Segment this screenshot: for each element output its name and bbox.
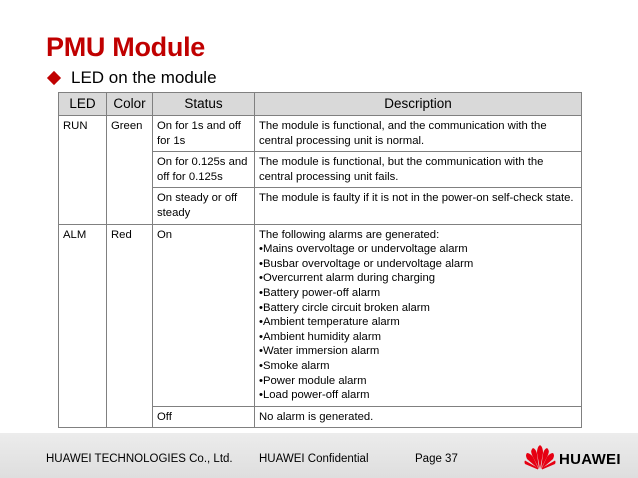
alarm-list-item [259,374,577,389]
description-cell: The module is functional, but the communication with the central processing unit fails. [255,152,582,188]
table-row [59,224,582,406]
status-cell: On for 1s and off for 1s [153,116,255,152]
alarm-text: Mains overvoltage or undervoltage alarm [262,243,468,256]
footer-company: HUAWEI TECHNOLOGIES Co., Ltd. [46,453,233,465]
table-row [59,116,582,152]
alarm-intro: The following alarms are generated: [259,228,440,241]
alarm-list-item [259,271,577,286]
table-header-row [59,93,582,116]
color-cell: Red [107,224,153,428]
slide-title: PMU Module [46,32,205,62]
bullet-dot-icon: • [259,301,263,314]
description-cell: No alarm is generated. [255,406,582,428]
alarm-list [259,242,577,403]
bullet-dot-icon: • [259,330,263,343]
huawei-flower-logo-icon [524,444,556,470]
diamond-bullet-icon [47,71,61,85]
alarm-list-item [259,286,577,301]
header-led: LED [59,93,107,116]
description-cell [255,224,582,406]
bullet-dot-icon: • [259,286,263,299]
bullet-dot-icon: • [259,316,263,329]
alarm-text: Battery power-off alarm [262,286,381,299]
status-cell: Off [153,406,255,428]
bullet-text: LED on the module [71,68,217,87]
alarm-list-item [259,388,577,403]
bullet-dot-icon: • [259,345,263,358]
alarm-text: Smoke alarm [262,359,330,372]
color-cell: Green [107,116,153,225]
alarm-list-item [259,359,577,374]
bullet-item [46,68,217,88]
led-cell: RUN [59,116,107,225]
alarm-text: Ambient humidity alarm [262,330,382,343]
alarm-text: Busbar overvoltage or undervoltage alarm [262,257,474,270]
status-cell: On for 0.125s and off for 0.125s [153,152,255,188]
bullet-dot-icon: • [259,257,263,270]
alarm-text: Water immersion alarm [262,345,380,358]
bullet-dot-icon: • [259,243,263,256]
header-status: Status [153,93,255,116]
alarm-text: Battery circle circuit broken alarm [262,301,430,314]
bullet-dot-icon: • [259,272,263,285]
alarm-text: Power module alarm [262,374,367,387]
alarm-list-item [259,315,577,330]
alarm-list-item [259,242,577,257]
footer-page: Page 37 [415,453,458,465]
alarm-list-item [259,344,577,359]
description-cell: The module is functional, and the communication with the central processing unit is normal. [255,116,582,152]
status-cell: On steady or off steady [153,188,255,224]
led-table [58,92,582,428]
bullet-dot-icon: • [259,374,263,387]
alarm-text: Load power-off alarm [262,389,370,402]
header-description: Description [255,93,582,116]
alarm-text: Ambient temperature alarm [262,316,400,329]
bullet-dot-icon: • [259,389,263,402]
bullet-dot-icon: • [259,359,263,372]
huawei-logo-text: HUAWEI [559,451,621,468]
status-cell: On [153,224,255,406]
alarm-list-item [259,301,577,316]
alarm-list-item [259,330,577,345]
description-cell: The module is faulty if it is not in the power-on self-check state. [255,188,582,224]
led-cell: ALM [59,224,107,428]
footer-confidential: HUAWEI Confidential [259,453,369,465]
alarm-list-item [259,257,577,272]
header-color: Color [107,93,153,116]
alarm-text: Overcurrent alarm during charging [262,272,436,285]
